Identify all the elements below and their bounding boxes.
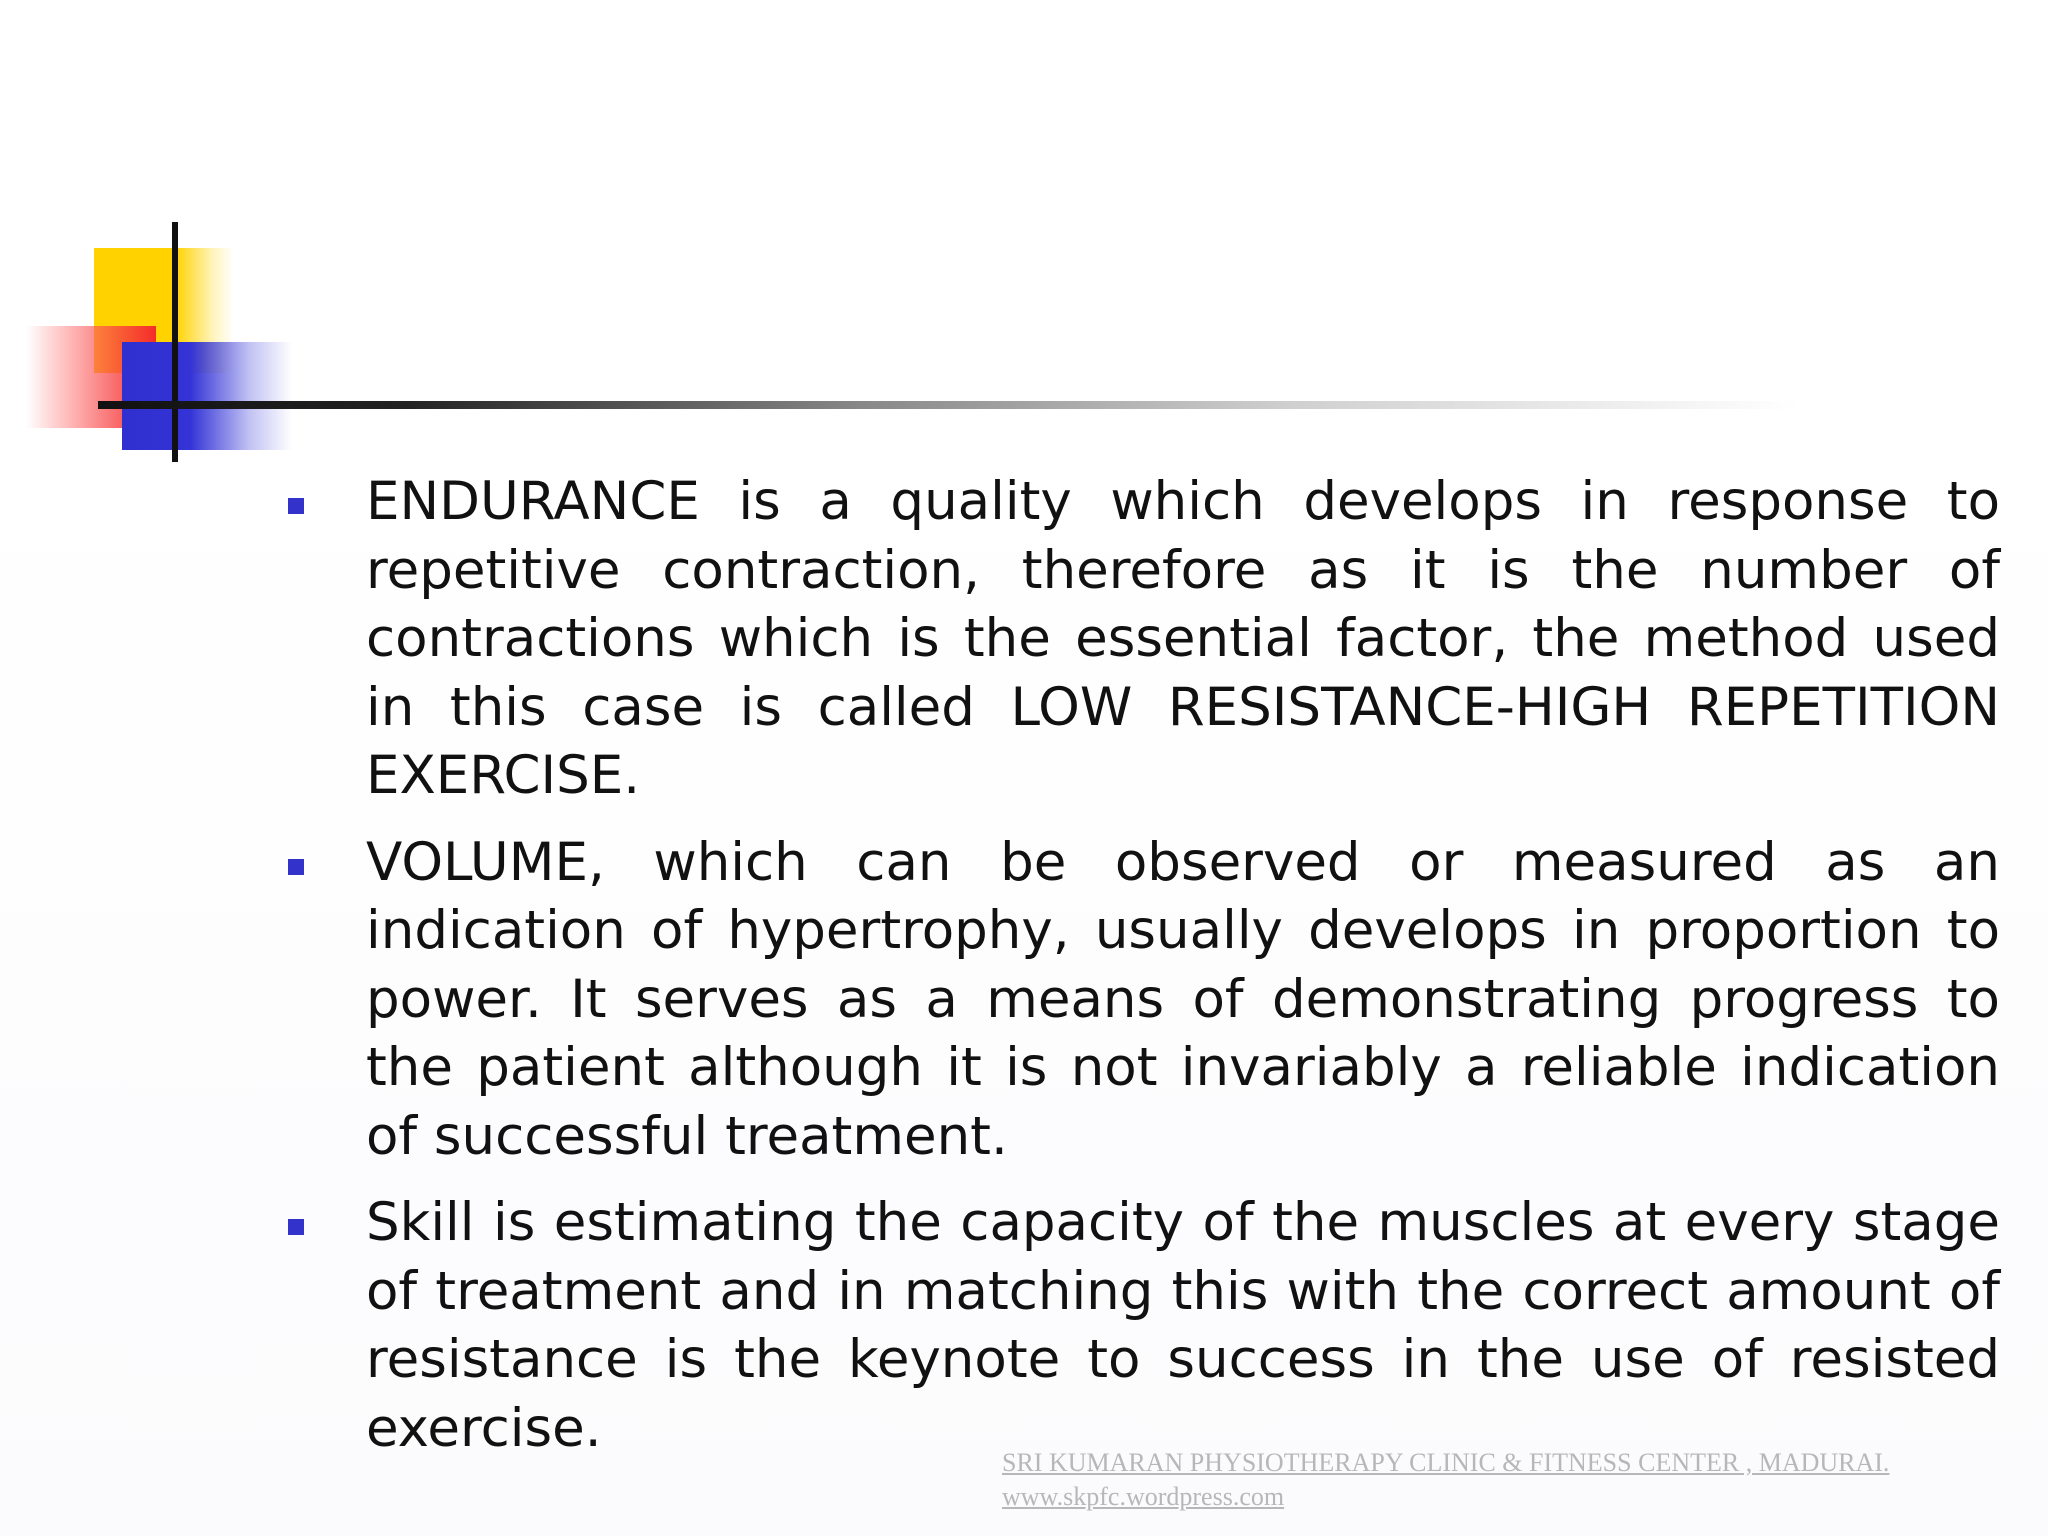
blue-square (122, 342, 292, 450)
square-bullet-icon (288, 859, 304, 875)
list-item (288, 829, 2000, 1172)
bullet-text: Skill is estimating the capacity of the muscles at every stage of treatment and in matching this with the correct amount of resistance is the keynote to success in the use of resisted exercise. (366, 1192, 2000, 1459)
square-bullet-icon (288, 1219, 304, 1235)
list-item (288, 468, 2000, 811)
bullet-text: ENDURANCE is a quality which develops in response to repetitive contraction, therefore as it is the number of contractions which is the essential factor, the method used in this case is called LOW RESISTANCE-HIGH REPETITION EXERCISE. (366, 471, 2000, 806)
bullet-list (288, 468, 2000, 1481)
title-underline-rule (98, 401, 1798, 409)
square-bullet-icon (288, 498, 304, 514)
bullet-text: VOLUME, which can be observed or measured as an indication of hypertrophy, usually develops in proportion to power. It serves as a means of demonstrating progress to the patient although it is not invariably a reliable indication of successful treatment. (366, 831, 2000, 1167)
list-item (288, 1189, 2000, 1463)
footer-website-link[interactable]: www.skpfc.wordpress.com (1002, 1482, 1285, 1511)
footer-org-link[interactable]: SRI KUMARAN PHYSIOTHERAPY CLINIC & FITNESS CENTER , MADURAI. (1002, 1448, 1890, 1477)
footer-watermark (1002, 1446, 1889, 1514)
vertical-rule (172, 222, 178, 462)
